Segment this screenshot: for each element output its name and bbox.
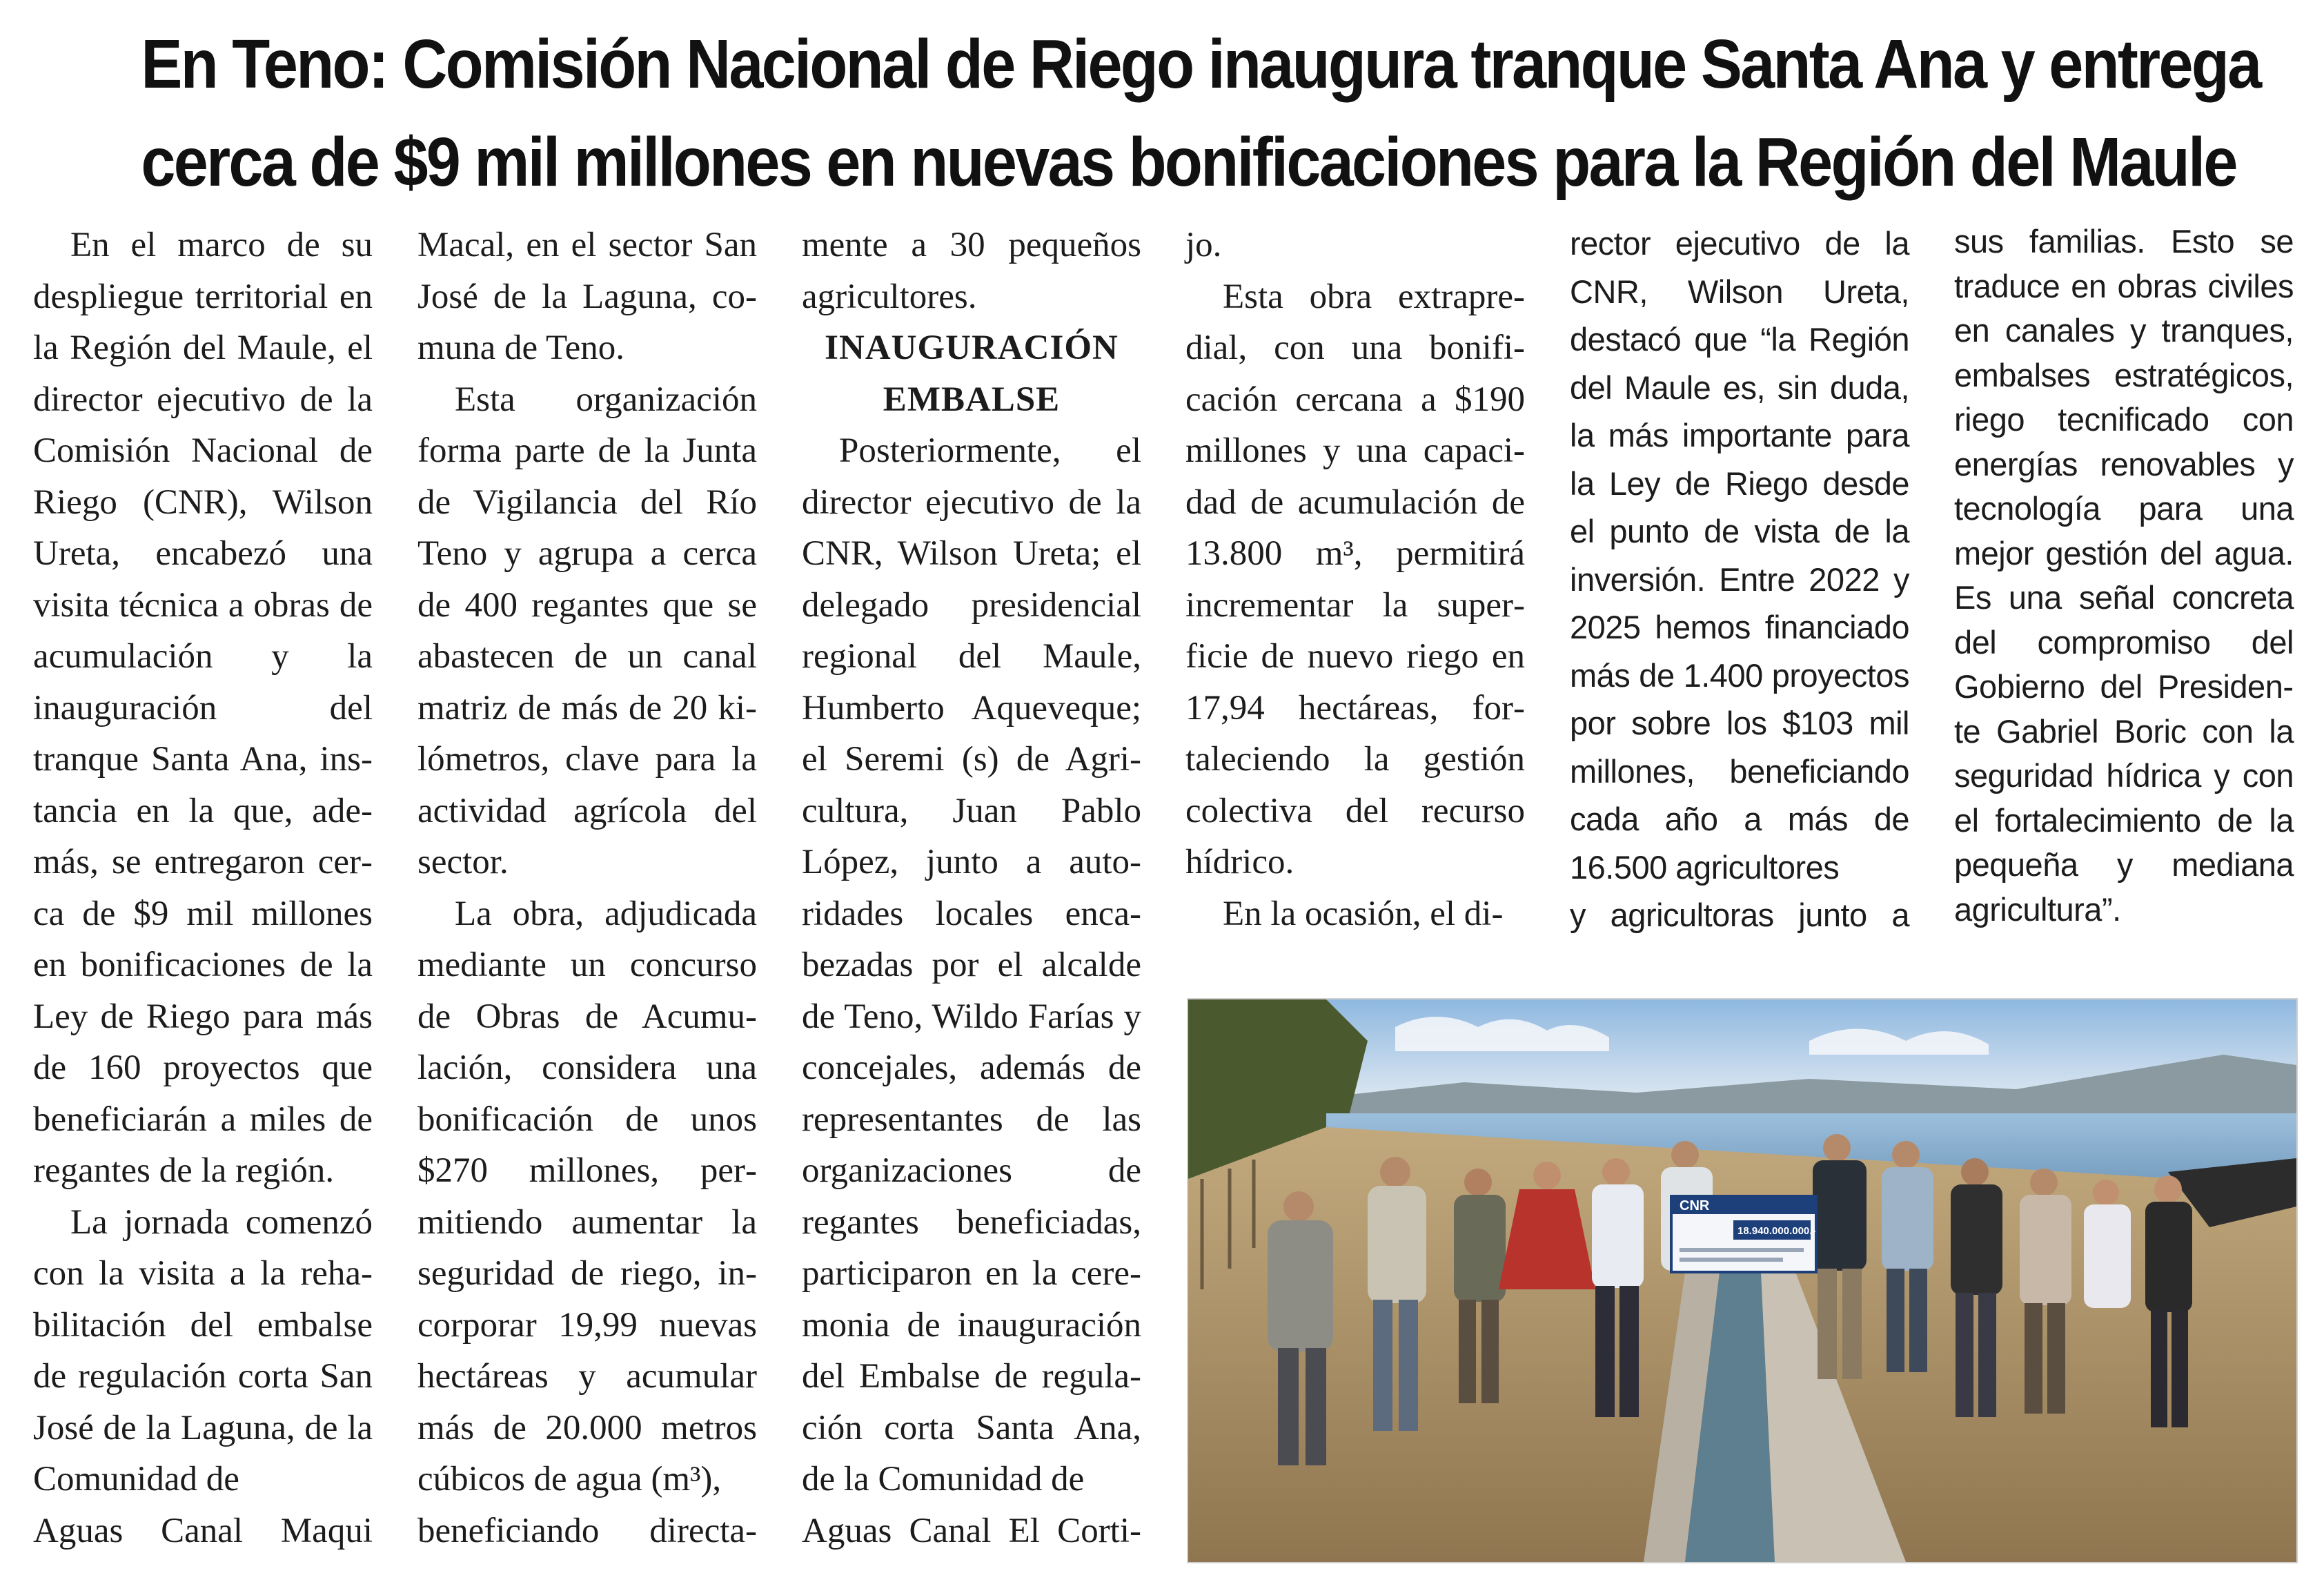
paragraph: Esta organización forma parte de la Junta de Vigilancia del Río Teno y agrupa a cerca de 400 regantes que se abastecen de un canal matriz de más de 20 kilómetros, clave para la actividad agrícola del sector. [417,380,757,881]
photo-illustration [1188,999,2296,1562]
paragraph: En el marco de su despliegue territorial en la Región del Maule, el director ejecutivo de la Comisión Nacional de Riego (CNR), Wilson Ureta, encabezó una visita técnica a obras de acumulación y la inauguración del tranque Santa Ana, instancia en la que, además, se entregaron cerca de $9 mil millones en bonificaciones de la Ley de Riego para más de 160 proyectos que beneficiarán a miles de regantes de la región. [33,226,373,1190]
paragraph: jo. [1185,226,1222,264]
article-column-3 [802,219,1141,1556]
article-column-1 [33,219,373,1556]
article-column-2 [417,219,757,1556]
check-amount: 18.940.000.000.- [1737,1225,1816,1237]
paragraph-last-line: Aguas Canal Maqui [33,1511,373,1550]
paragraph-last-line: y agricultoras junto a [1570,897,1909,933]
paragraph-last-line: Aguas Canal El Corti- [802,1511,1141,1550]
paragraph: Esta obra extrapredial, con una bonificación cercana a $190 millones y una capacidad de acumulación de 13.800 m³, permitirá incrementar la superficie de nuevo riego en 17,94 hectáreas, fortaleciendo la gestión colectiva del recurso hídrico. [1185,277,1525,881]
headline-line-2: cerca de $9 mil millones en nuevas bonificaciones para la Región del Maule [141,124,2236,201]
headline-line-1: En Teno: Comisión Nacional de Riego inaugura tranque Santa Ana y entrega [141,26,2261,103]
article-column-4 [1185,219,1525,939]
check-logo: CNR [1680,1198,1710,1213]
paragraph: mente a 30 pequeños agricultores. [802,226,1141,316]
giant-check [1671,1196,1816,1272]
paragraph: Macal, en el sector San José de la Laguna, comuna de Teno. [417,226,757,367]
paragraph: La jornada comenzó con la visita a la rehabilitación del embalse de regulación corta San José de la Laguna, de la Comunidad de [33,1202,373,1498]
paragraph: rector ejecutivo de la CNR, Wilson Ureta, destacó que “la Región del Maule es, sin duda, la más importante para la Ley de Riego desde el punto de vista de la inversión. Entre 2022 y 2025 hemos financiado más de 1.400 proyectos por sobre los $103 mil millones, beneficiando cada año a más de 16.500 agricultores [1570,225,1909,886]
paragraph: Posteriormente, el director ejecutivo de la CNR, Wilson Ureta; el delegado presidencial regional del Maule, Humberto Aqueveque; el Seremi (s) de Agricultura, Juan Pablo López, junto a autoridades locales encabezadas por el alcalde de Teno, Wildo Farías y concejales, además de representantes de las organizaciones de regantes beneficiadas, participaron en la ceremonia de inauguración del Embalse de regulación corta Santa Ana, de la Comunidad de [802,431,1141,1498]
paragraph: sus familias. Esto se traduce en obras civiles en canales y tranques, embalses estratégicos, riego tecnificado con energías renovables y tecnología para una mejor gestión del agua. Es una señal concreta del compromiso del Gobierno del Presidente Gabriel Boric con la seguridad hídrica y con el fortalecimiento de la pequeña y mediana agricultura”. [1954,223,2294,928]
article-column-5 [1570,219,1909,939]
headline [141,15,2261,211]
paragraph-last-line: beneficiando directa- [417,1511,757,1550]
paragraph: La obra, adjudicada mediante un concurso de Obras de Acumulación, considera una bonificación de unos $270 millones, permitiendo aumentar la seguridad de riego, incorporar 19,99 nuevas hectáreas y acumular más de 20.000 metros cúbicos de agua (m³), [417,894,757,1498]
paragraph: En la ocasión, el di- [1223,894,1504,933]
article-column-6 [1954,219,2294,932]
section-heading: INAUGURACIÓN EMBALSE [825,329,1119,419]
ceremony-photo [1187,998,2298,1563]
